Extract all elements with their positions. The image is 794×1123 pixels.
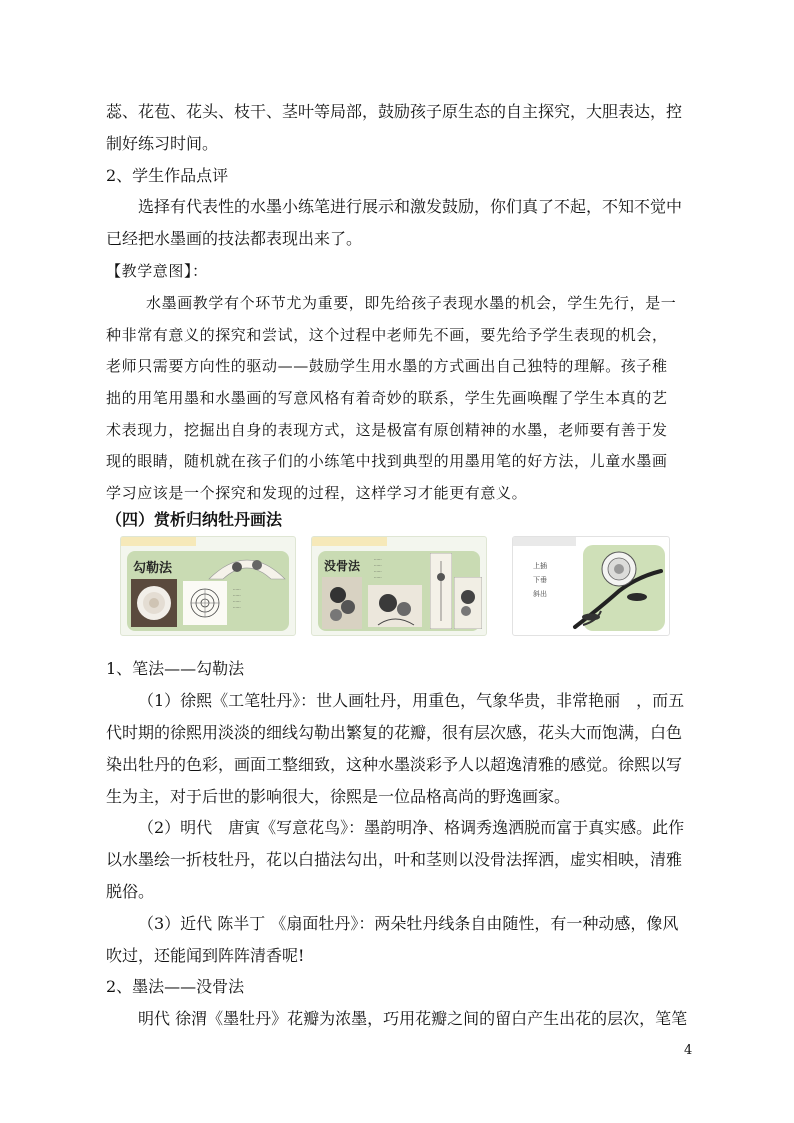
paragraph-line: 制好练习时间。 (106, 134, 219, 153)
subheading: 2、墨法——没骨法 (106, 977, 245, 996)
composition-word: 上插 (533, 562, 547, 570)
card-caption: ······ ······ ······ ······ (374, 557, 382, 580)
paragraph-line: 染出牡丹的色彩，画面工整细致，这种水墨淡彩予人以超逸清雅的感觉。徐熙以写 (106, 755, 683, 774)
line-peony-icon (183, 581, 227, 625)
section-heading: （四）赏析归纳牡丹画法 (106, 510, 283, 529)
scroll-painting-icon (430, 553, 452, 629)
image-gouleifa (120, 536, 296, 636)
composition-word: 斜出 (533, 590, 547, 598)
intent-line: 术表现力，挖掘出自身的表现方式，这是极富有原创精神的水墨，老师要有善于发 (106, 421, 668, 439)
page-number: 4 (684, 1043, 693, 1058)
paragraph-line: 选择有代表性的水墨小练笔进行展示和激发鼓励，你们真了不起，不知不觉中 (138, 197, 683, 216)
image-meigufa (311, 536, 487, 636)
peony-flower-icon (131, 579, 177, 627)
paragraph-line: 明代 徐渭《墨牡丹》花瓣为浓墨，巧用花瓣之间的留白产生出花的层次，笔笔 (138, 1009, 688, 1028)
intent-line: 学习应该是一个探究和发现的过程，这样学习才能更有意义。 (106, 484, 528, 502)
image-composition (512, 536, 670, 636)
composition-word: 下垂 (533, 576, 547, 584)
paragraph-line: 脱俗。 (106, 882, 155, 901)
intent-line: 现的眼睛，随机就在孩子们的小练笔中找到典型的用墨用笔的好方法，儿童水墨画 (106, 452, 668, 470)
subheading: 1、笔法——勾勒法 (106, 659, 245, 678)
paragraph-line: 生为主，对于后世的影响很大，徐熙是一位品格高尚的野逸画家。 (106, 787, 571, 806)
ink-peony-icon (322, 577, 362, 629)
paragraph-line: 蕊、花苞、花头、枝干、茎叶等局部，鼓励孩子原生态的自主探究，大胆表达，控 (106, 102, 683, 121)
fan-painting-icon (205, 549, 289, 581)
paragraph-line: （2）明代 唐寅《写意花鸟》：墨韵明净、格调秀逸洒脱而富于真实感。此作 (138, 818, 685, 837)
ink-flower-icon (368, 585, 422, 627)
slide-bar (312, 537, 387, 546)
scroll-painting-icon (454, 577, 482, 629)
intent-line: 老师只需要方向性的驱动——鼓励学生用水墨的方式画出自己独特的理解。孩子稚 (106, 357, 668, 375)
slide-bar (121, 537, 196, 546)
intent-line: 水墨画教学有个环节尤为重要，即先给孩子表现水墨的机会，学生先行，是一 (146, 294, 677, 312)
card-title: 没骨法 (324, 559, 361, 573)
intent-line: 种非常有意义的探究和尝试，这个过程中老师先不画，要先给予学生表现的机会， (106, 326, 668, 344)
card-caption: ······ ······ ······ ······ (233, 587, 241, 610)
paragraph-line: （1）徐熙《工笔牡丹》：世人画牡丹，用重色，气象华贵，非常艳丽 ，而五 (138, 691, 685, 710)
teaching-intent-label: 【教学意图】： (106, 262, 208, 280)
paragraph-line: 代时期的徐熙用淡淡的细线勾勒出繁复的花瓣，很有层次感，花头大而饱满，白色 (106, 723, 683, 742)
ink-peony-branch-icon (561, 541, 669, 635)
intent-line: 拙的用笔用墨和水墨画的写意风格有着奇妙的联系，学生先画唤醒了学生本真的艺 (106, 389, 668, 407)
paragraph-line: 吹过，还能闻到阵阵清香呢! (106, 946, 305, 965)
paragraph-line: 已经把水墨画的技法都表现出来了。 (106, 229, 363, 248)
subheading: 2、学生作品点评 (106, 166, 229, 185)
paragraph-line: 以水墨绘一折枝牡丹，花以白描法勾出，叶和茎则以没骨法挥洒，虚实相映，清雅 (106, 850, 683, 869)
paragraph-line: （3）近代 陈半丁 《扇面牡丹》：两朵牡丹线条自由随性，有一种动感，像风 (138, 914, 679, 933)
card-title: 勾勒法 (133, 561, 173, 576)
